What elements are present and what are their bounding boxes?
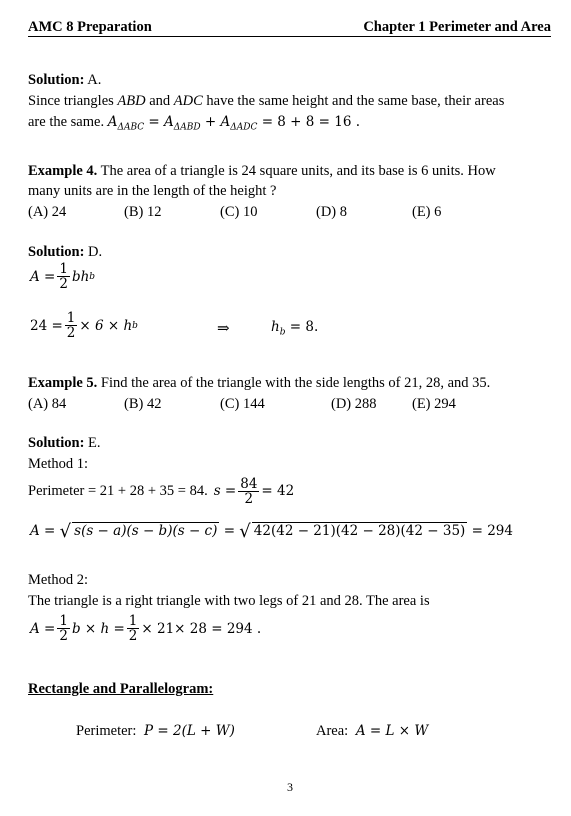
bh: bh xyxy=(71,268,90,285)
var-a: A xyxy=(107,114,118,130)
perimeter-label: Perimeter: xyxy=(76,723,137,739)
text: have the same height and the same base, their areas xyxy=(202,93,505,109)
triangle-adc: ADC xyxy=(173,93,203,109)
equation-tail: = 8 + 8 = 16 . xyxy=(261,114,361,130)
area-expression: A = L × W xyxy=(355,723,429,739)
page-header xyxy=(28,18,551,37)
perimeter-line xyxy=(28,477,294,506)
height-result xyxy=(271,319,318,338)
text: and xyxy=(145,93,174,109)
var-a: A xyxy=(164,114,174,130)
sub: ΔABC xyxy=(117,122,145,133)
var-a: A xyxy=(220,114,231,130)
numerator: 84 xyxy=(240,476,258,492)
m2-mid: b × h = xyxy=(71,620,125,637)
text: Since triangles xyxy=(28,93,118,109)
solution-a-line1 xyxy=(28,93,504,110)
header-left: AMC 8 Preparation xyxy=(28,19,152,35)
heron-formula xyxy=(30,521,513,542)
numerator: 1 xyxy=(59,613,68,629)
solution-answer: E. xyxy=(88,435,101,451)
solution-d-heading xyxy=(28,244,102,261)
heron-result: = 294 xyxy=(471,523,513,539)
choice-d: (D) 8 xyxy=(316,204,348,220)
formula-area-triangle xyxy=(30,262,95,291)
solution-label: Solution: xyxy=(28,72,85,88)
fraction-half xyxy=(57,614,70,643)
choice-c: (C) 144 xyxy=(220,396,265,412)
example-5-line1 xyxy=(28,375,490,392)
method-1-label: Method 1: xyxy=(28,456,89,472)
equals: = xyxy=(223,523,235,539)
right-triangle-area xyxy=(30,614,261,643)
var-h: h xyxy=(271,319,280,335)
text: The area of a triangle is 24 square units, and its base is 6 units. How xyxy=(97,163,496,179)
numerator: 1 xyxy=(59,261,68,277)
example-label: Example 5. xyxy=(28,375,98,391)
solution-answer: A. xyxy=(87,72,102,88)
sub: b xyxy=(132,320,138,331)
text: are the same. xyxy=(28,114,105,130)
heron-general: s(s − a)(s − b)(s − c) xyxy=(74,523,218,539)
example-label: Example 4. xyxy=(28,163,98,179)
method-2-text: The triangle is a right triangle with two legs of 21 and 28. The area is xyxy=(28,593,430,609)
example-4-line2: many units are in the length of the height ? xyxy=(28,183,277,199)
heron-numeric: 42(42 − 21)(42 − 28)(42 − 35) xyxy=(253,523,466,539)
area-equation: $A_{\Delta ABC} = A_{\Delta ABD} + A_{\Delta ADC} = 8 + 8 = 16$ . xyxy=(107,114,361,133)
denominator: 2 xyxy=(244,491,254,507)
fraction-half xyxy=(127,614,140,643)
numerator: 1 xyxy=(128,613,138,629)
page-number: 3 xyxy=(287,780,293,794)
denominator: 2 xyxy=(59,276,68,292)
sub: ΔADC xyxy=(230,122,258,133)
denominator: 2 xyxy=(128,628,138,644)
sub: b xyxy=(279,327,286,338)
radical-sign: √ xyxy=(59,521,72,542)
solution-label: Solution: xyxy=(28,244,85,260)
fraction-half xyxy=(65,311,78,340)
perimeter-formula xyxy=(76,723,235,740)
radical-sign: √ xyxy=(239,521,251,542)
fraction-s xyxy=(238,477,259,506)
denominator: 2 xyxy=(59,628,68,644)
solution-answer: D. xyxy=(88,244,103,260)
choice-e: (E) 294 xyxy=(412,396,456,412)
m2-lhs: A = xyxy=(30,620,56,637)
formula-substituted xyxy=(30,311,138,340)
triangle-abd: ABD xyxy=(117,93,146,109)
numerator: 1 xyxy=(66,310,76,326)
heron-lhs: A = xyxy=(30,523,56,539)
choice-c: (C) 10 xyxy=(220,204,258,220)
choice-d: (D) 288 xyxy=(331,396,377,412)
rhs: × 6 × h xyxy=(79,317,133,334)
s-rhs: = 42 xyxy=(261,483,295,499)
implies-arrow: ⇒ xyxy=(217,319,230,337)
choice-a: (A) 84 xyxy=(28,396,67,412)
perimeter-text: Perimeter = 21 + 28 + 35 = 84. xyxy=(28,483,208,499)
area-formula xyxy=(316,723,428,740)
solution-e-heading xyxy=(28,435,101,452)
sub: ΔABD xyxy=(173,122,201,133)
s-lhs: s = xyxy=(213,483,237,499)
choice-b: (B) 12 xyxy=(124,204,162,220)
solution-a-line2 xyxy=(28,114,360,137)
result-tail: = 8. xyxy=(285,319,319,335)
formula-lhs: 24 = xyxy=(30,317,63,334)
solution-label: Solution: xyxy=(28,435,85,451)
solution-a-heading xyxy=(28,72,101,89)
method-2-label: Method 2: xyxy=(28,572,89,588)
sub: b xyxy=(89,271,96,282)
example-4-line1 xyxy=(28,163,496,180)
choice-b: (B) 42 xyxy=(124,396,162,412)
header-right: Chapter 1 Perimeter and Area xyxy=(363,19,551,35)
denominator: 2 xyxy=(66,325,76,341)
section-heading: Rectangle and Parallelogram: xyxy=(28,681,214,697)
text: Find the area of the triangle with the side lengths of 21, 28, and 35. xyxy=(97,375,491,391)
fraction-half xyxy=(57,262,70,291)
perimeter-expression: P = 2(L + W) xyxy=(144,723,235,739)
choice-a: (A) 24 xyxy=(28,204,67,220)
area-label: Area: xyxy=(316,723,349,739)
formula-lhs: A = xyxy=(30,268,56,285)
m2-tail: × 21× 28 = 294 . xyxy=(141,620,262,637)
choice-e: (E) 6 xyxy=(412,204,442,220)
